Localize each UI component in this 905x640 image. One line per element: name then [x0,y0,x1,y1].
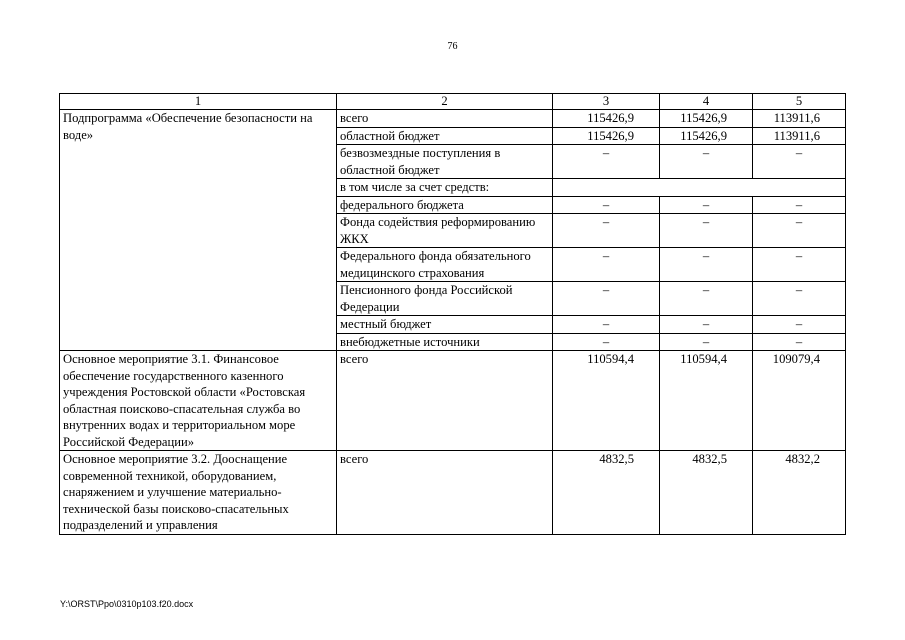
source-label: областной бюджет [337,127,553,145]
value-col3: – [553,214,660,248]
value-col4: 115426,9 [660,110,753,128]
source-label: Федерального фонда обязательного медицинского страхования [337,248,553,282]
source-label: всего [337,351,553,451]
value-col3: – [553,316,660,334]
value-col5: – [753,316,846,334]
value-col5: – [753,214,846,248]
measure-3-2-name: Основное мероприятие 3.2. Дооснащение современной техникой, оборудованием, снаряжением и улучшение материально-технической базы поисково-спасательных подразделений и управления [60,451,337,535]
source-label: местный бюджет [337,316,553,334]
value-col4: 115426,9 [660,127,753,145]
column-number-1: 1 [60,94,337,110]
empty-cell [553,179,846,197]
value-col5: 113911,6 [753,110,846,128]
source-label: всего [337,110,553,128]
value-col3: – [553,282,660,316]
column-number-4: 4 [660,94,753,110]
value-col3: – [553,196,660,214]
subprogram-name: Подпрограмма «Обеспечение безопасности на воде» [60,110,337,351]
value-col3: 110594,4 [553,351,660,451]
value-col5: – [753,145,846,179]
value-col5: 113911,6 [753,127,846,145]
value-col5: – [753,248,846,282]
table-row [60,451,846,535]
budget-table [59,93,846,535]
value-col3: 115426,9 [553,127,660,145]
measure-3-1-name: Основное мероприятие 3.1. Финансовое обеспечение государственного казенного учреждения Ростовской области «Ростовская областная поисково-спасательная служба во внутренних водах и территориальном море Российской Федерации» [60,351,337,451]
table-row [60,110,846,128]
column-number-2: 2 [337,94,553,110]
value-col3: – [553,145,660,179]
value-col5: – [753,282,846,316]
value-col3: – [553,333,660,351]
value-col4: 110594,4 [660,351,753,451]
value-col3: – [553,248,660,282]
source-label: федерального бюджета [337,196,553,214]
page-number: 76 [447,41,458,52]
value-col5: 4832,2 [753,451,846,535]
column-number-5: 5 [753,94,846,110]
document-file-path: Y:\ORST\Ppo\0310p103.f20.docx [60,599,194,609]
source-label: в том числе за счет средств: [337,179,553,197]
source-label: Пенсионного фонда Российской Федерации [337,282,553,316]
value-col4: – [660,196,753,214]
value-col4: – [660,333,753,351]
value-col5: – [753,333,846,351]
value-col5: 109079,4 [753,351,846,451]
value-col5: – [753,196,846,214]
source-label: безвозмездные поступления в областной бюджет [337,145,553,179]
value-col3: 4832,5 [553,451,660,535]
value-col4: – [660,214,753,248]
value-col4: – [660,248,753,282]
table-header-row [60,94,846,110]
source-label: внебюджетные источники [337,333,553,351]
column-number-3: 3 [553,94,660,110]
value-col4: – [660,316,753,334]
value-col4: – [660,282,753,316]
value-col3: 115426,9 [553,110,660,128]
table-row [60,351,846,451]
source-label: всего [337,451,553,535]
source-label: Фонда содействия реформированию ЖКХ [337,214,553,248]
value-col4: – [660,145,753,179]
value-col4: 4832,5 [660,451,753,535]
